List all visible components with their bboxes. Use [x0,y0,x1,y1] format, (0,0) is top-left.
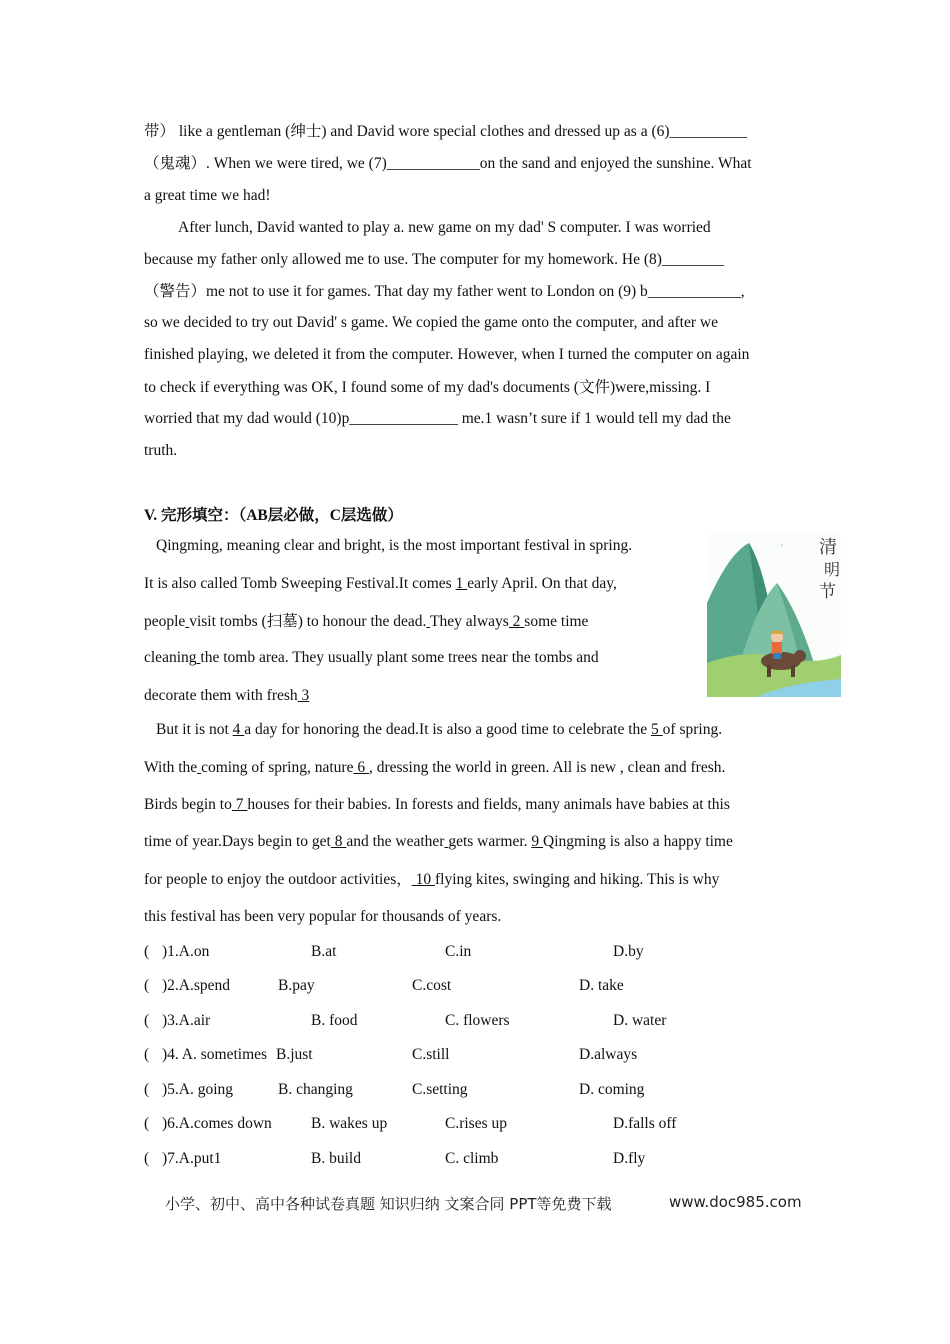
section-heading: V. 完形填空：（AB层必做，C层选做） [144,507,403,524]
option-a[interactable]: )2.A.spend [162,977,231,994]
cloze-text: time of year.Days begin to get [144,833,331,850]
option-b[interactable]: B. changing [278,1081,353,1098]
cloze-text: Birds begin to [144,796,232,813]
blank-2[interactable]: 2 [508,613,525,630]
cloze-text: for people to enjoy the outdoor activities， [144,871,412,888]
option-a[interactable]: )5.A. going [162,1081,234,1098]
option-c[interactable]: C. climb [445,1150,499,1167]
option-d[interactable]: D.falls off [613,1115,677,1132]
image-label-char: 清 [819,537,837,558]
cloze-line [144,650,599,666]
cloze-text: flying kites, swinging and hiking. This is why [435,871,720,888]
cloze-text: the tomb area. They usually plant some trees near the tombs and [200,649,599,666]
cloze-text: , dressing the world in green. All is new , clean and fresh. [368,759,726,776]
cloze-text: some time [524,613,589,630]
cloze-line [144,576,617,592]
blank-5[interactable]: 5 [651,721,663,738]
option-a[interactable]: )1.A.on [162,943,210,960]
cloze-text: It is also called Tomb Sweeping Festival.It comes [144,575,456,592]
passage-line: （警告）me not to use it for games. That day my father went to London on (9) b____________, [144,283,745,300]
blank-7[interactable]: 7 [231,796,248,813]
option-d[interactable]: D.by [613,943,644,960]
blank-10[interactable]: 10 [411,871,435,888]
cloze-text: cleaning [144,649,197,666]
blank-3[interactable]: 3 [297,687,310,704]
cloze-text: people [144,613,186,630]
cloze-text: a day for honoring the dead.It is also a good time to celebrate the [244,721,652,738]
image-label-char: 节 [819,582,836,602]
cloze-line [144,797,730,813]
cloze-line [144,872,719,888]
blank-9[interactable]: 9 [531,833,544,850]
cloze-text: Qingming is also a happy time [543,833,733,850]
option-d[interactable]: D. water [613,1012,667,1029]
blank-4[interactable]: 4 [232,721,245,738]
cloze-line [144,688,309,704]
answer-paren[interactable]: ( [144,943,150,960]
cloze-line [144,834,733,850]
answer-paren[interactable]: ( [144,1012,150,1029]
cloze-text: But it is not [156,721,233,738]
cloze-text: of spring. [662,721,723,738]
cloze-text: and the weather [346,833,445,850]
cloze-text: They always [430,613,509,630]
option-b[interactable]: B. food [311,1012,358,1029]
option-d[interactable]: D.always [579,1046,638,1063]
passage-line: worried that my dad would (10)p______________ me.1 wasn’t sure if 1 would tell my dad the [144,410,731,427]
answer-paren[interactable]: ( [144,1150,150,1167]
option-b[interactable]: B.pay [278,977,315,994]
cloze-text: visit tombs (扫墓) to honour the dead. [189,613,427,630]
option-a[interactable]: )3.A.air [162,1012,211,1029]
cloze-text: houses for their babies. In forests and fields, many animals have babies at this [247,796,730,813]
passage-line: truth. [144,442,178,459]
cloze-text: early April. On that day, [467,575,617,592]
passage-line: to check if everything was OK, I found some of my dad's documents (文件)were,missing. I [144,379,711,396]
cloze-text: gets warmer. [448,833,532,850]
cloze-text: coming of spring, nature [201,759,354,776]
option-c[interactable]: C. flowers [445,1012,510,1029]
blank-1[interactable]: 1 [455,575,468,592]
passage-line: finished playing, we deleted it from the computer. However, when I turned the computer on again [144,346,750,363]
passage-line: After lunch, David wanted to play a. new game on my dad' S computer. I was worried [178,219,711,236]
image-label-char: 明 [824,560,841,579]
passage-line: （鬼魂）. When we were tired, we (7)____________on the sand and enjoyed the sunshine. What [144,155,752,172]
option-c[interactable]: C.cost [412,977,452,994]
cloze-line [144,614,588,630]
passage-line: because my father only allowed me to use. The computer for my homework. He (8)________ [144,251,724,268]
cloze-text: decorate them with fresh [144,687,298,704]
option-d[interactable]: D.fly [613,1150,646,1167]
option-b[interactable]: B.at [311,943,337,960]
option-c[interactable]: C.setting [412,1081,468,1098]
cloze-line [156,538,632,554]
passage-line: so we decided to try out David' s game. We copied the game onto the computer, and after we [144,314,718,331]
answer-paren[interactable]: ( [144,1046,150,1063]
cloze-line [156,722,722,738]
option-c[interactable]: C.rises up [445,1115,507,1132]
cloze-text: With the [144,759,198,776]
option-a[interactable]: )7.A.put1 [162,1150,222,1167]
option-d[interactable]: D. coming [579,1081,645,1098]
answer-paren[interactable]: ( [144,977,150,994]
cloze-line: this festival has been very popular for thousands of years. [144,908,502,925]
cloze-text: Qingming, meaning clear and bright, is the most important festival in spring. [156,537,633,554]
blank-6[interactable]: 6 [353,759,369,776]
answer-paren[interactable]: ( [144,1081,150,1098]
option-c[interactable]: C.still [412,1046,450,1063]
footer-url[interactable]: www.doc985.com [669,1193,802,1211]
passage-line: a great time we had! [144,187,271,204]
answer-paren[interactable]: ( [144,1115,150,1132]
blank-8[interactable]: 8 [330,833,347,850]
option-b[interactable]: B. wakes up [311,1115,388,1132]
option-b[interactable]: B.just [276,1046,313,1063]
option-a[interactable]: )6.A.comes down [162,1115,272,1132]
qingming-illustration [707,533,841,697]
footer-text: 小学、初中、高中各种试卷真题 知识归纳 文案合同 PPT等免费下载 [165,1195,612,1213]
option-d[interactable]: D. take [579,977,624,994]
option-b[interactable]: B. build [311,1150,361,1167]
option-c[interactable]: C.in [445,943,472,960]
cloze-line [144,760,725,776]
option-a[interactable]: )4. A. sometimes [162,1046,268,1063]
passage-line: 带） like a gentleman (绅士) and David wore special clothes and dressed up as a (6)__________ [144,123,748,140]
